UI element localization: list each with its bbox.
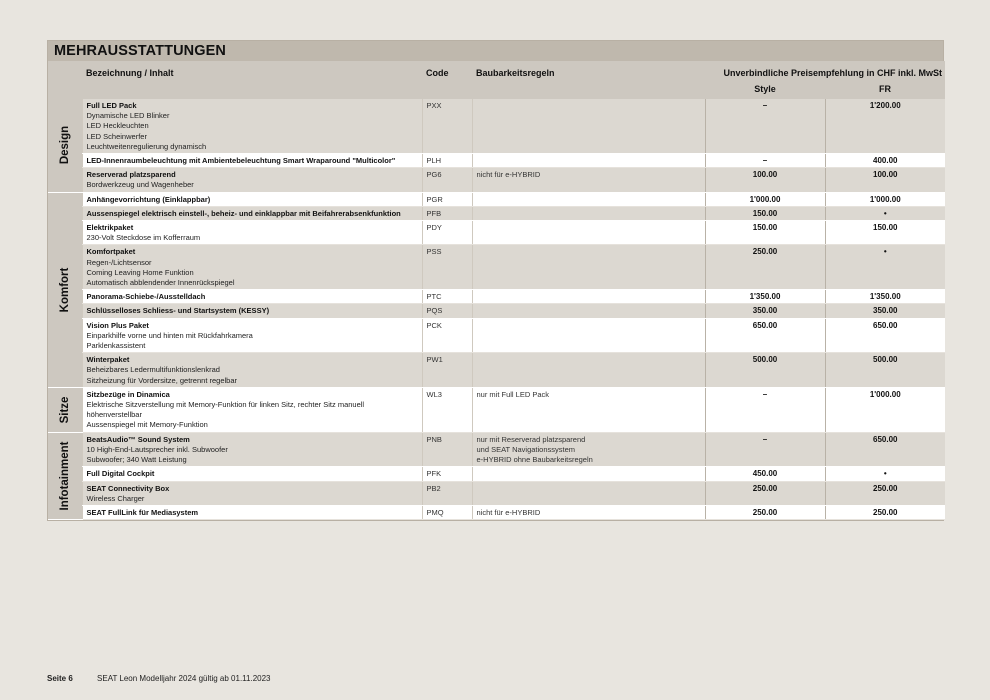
header-price: Unverbindliche Preisempfehlung in CHF inkl. MwSt: [705, 61, 945, 84]
table-row: [48, 245, 945, 290]
option-title: Aussenspiegel elektrisch einstell-, beheiz- und einklappbar mit Beifahrerabsenkfunktion: [86, 208, 401, 218]
price-style-cell: 1'000.00: [705, 192, 825, 206]
category-cell: [48, 99, 82, 192]
price-style-cell: 150.00: [705, 221, 825, 245]
category-label: Komfort: [58, 267, 71, 313]
rule-line: nicht für e-HYBRID: [476, 170, 541, 180]
rule-cell: [472, 221, 705, 245]
code-cell: PG6: [422, 168, 472, 192]
table-row: [48, 432, 945, 467]
category-cell: [48, 192, 82, 387]
rule-cell: [472, 304, 705, 318]
rule-cell: [472, 318, 705, 353]
option-title: BeatsAudio™ Sound System: [86, 434, 190, 444]
rule-cell: [472, 387, 705, 432]
rule-line: e-HYBRID ohne Baubarkeitsregeln: [476, 455, 593, 465]
code-cell: PW1: [422, 353, 472, 388]
table-row: [48, 192, 945, 206]
price-fr-cell: •: [825, 245, 945, 290]
option-title: Sitzbezüge in Dinamica: [86, 389, 170, 399]
rule-cell: [472, 168, 705, 192]
price-style-cell: –: [705, 432, 825, 467]
category-label: Infotainment: [58, 441, 71, 511]
code-cell: PXX: [422, 99, 472, 154]
code-cell: PB2: [422, 481, 472, 505]
price-style-cell: 350.00: [705, 304, 825, 318]
table-row: [48, 154, 945, 168]
price-fr-cell: 250.00: [825, 481, 945, 505]
code-cell: PFK: [422, 467, 472, 481]
code-cell: PCK: [422, 318, 472, 353]
price-fr-cell: 100.00: [825, 168, 945, 192]
price-fr-cell: •: [825, 206, 945, 220]
price-fr-cell: 650.00: [825, 432, 945, 467]
option-detail: Bordwerkzeug und Wagenheber: [86, 180, 194, 190]
rule-cell: [472, 99, 705, 154]
table-row: [48, 99, 945, 154]
option-detail: Wireless Charger: [86, 493, 145, 503]
code-cell: PMQ: [422, 505, 472, 519]
option-detail: Coming Leaving Home Funktion: [86, 267, 194, 277]
option-title: Anhängevorrichtung (Einklappbar): [86, 194, 211, 204]
rule-cell: [472, 432, 705, 467]
description-cell: [82, 304, 422, 318]
code-cell: PNB: [422, 432, 472, 467]
table-row: [48, 318, 945, 353]
table-row: [48, 481, 945, 505]
option-detail: Parklenkassistent: [86, 341, 146, 351]
price-style-cell: 250.00: [705, 481, 825, 505]
price-style-cell: 1'350.00: [705, 290, 825, 304]
price-style-cell: 500.00: [705, 353, 825, 388]
price-fr-cell: 150.00: [825, 221, 945, 245]
category-label: Design: [58, 126, 71, 165]
option-title: Full Digital Cockpit: [86, 469, 155, 479]
description-cell: [82, 192, 422, 206]
description-cell: [82, 432, 422, 467]
rule-line: und SEAT Navigationssystem: [476, 444, 576, 454]
rule-line: nur mit Full LED Pack: [476, 389, 550, 399]
option-detail: 230-Volt Steckdose im Kofferraum: [86, 233, 201, 243]
description-cell: [82, 387, 422, 432]
option-detail: Aussenspiegel mit Memory-Funktion: [86, 420, 208, 430]
code-cell: PTC: [422, 290, 472, 304]
price-style-cell: –: [705, 99, 825, 154]
description-cell: [82, 206, 422, 220]
description-cell: [82, 290, 422, 304]
table-row: [48, 505, 945, 519]
option-title: Komfortpaket: [86, 247, 136, 257]
option-title: SEAT Connectivity Box: [86, 483, 170, 493]
description-cell: [82, 154, 422, 168]
rule-cell: [472, 154, 705, 168]
rule-cell: [472, 481, 705, 505]
table-body: [48, 99, 945, 520]
price-fr-cell: •: [825, 467, 945, 481]
table-row: [48, 353, 945, 388]
description-cell: [82, 481, 422, 505]
header-style: Style: [705, 84, 825, 99]
code-cell: PFB: [422, 206, 472, 220]
price-style-cell: –: [705, 387, 825, 432]
header-code: Code: [422, 61, 472, 84]
category-cell: [48, 432, 82, 519]
option-detail: höhenverstellbar: [86, 410, 142, 420]
option-title: Vision Plus Paket: [86, 320, 149, 330]
header-category: [48, 61, 82, 84]
table-row: [48, 168, 945, 192]
price-fr-cell: 1'000.00: [825, 387, 945, 432]
option-title: Winterpaket: [86, 355, 130, 365]
rule-cell: [472, 206, 705, 220]
table-row: [48, 290, 945, 304]
rule-line: nur mit Reserverad platzsparend: [476, 434, 586, 444]
category-label: Sitze: [58, 396, 71, 424]
option-detail: Regen-/Lichtsensor: [86, 257, 152, 267]
option-detail: LED Scheinwerfer: [86, 131, 147, 141]
price-style-cell: 150.00: [705, 206, 825, 220]
code-cell: PSS: [422, 245, 472, 290]
code-cell: PLH: [422, 154, 472, 168]
price-fr-cell: 1'200.00: [825, 99, 945, 154]
price-fr-cell: 650.00: [825, 318, 945, 353]
rule-cell: [472, 245, 705, 290]
description-cell: [82, 353, 422, 388]
option-detail: Subwoofer; 340 Watt Leistung: [86, 455, 187, 465]
code-cell: WL3: [422, 387, 472, 432]
table-row: [48, 221, 945, 245]
option-detail: Einparkhilfe vorne und hinten mit Rückfahrkamera: [86, 330, 253, 340]
option-detail: LED Heckleuchten: [86, 121, 149, 131]
code-cell: PGR: [422, 192, 472, 206]
price-fr-cell: 250.00: [825, 505, 945, 519]
rule-cell: [472, 353, 705, 388]
section-title: MEHRAUSSTATTUNGEN: [48, 41, 943, 61]
rule-cell: [472, 290, 705, 304]
option-detail: Elektrische Sitzverstellung mit Memory-Funktion für linken Sitz, rechter Sitz manuell: [86, 400, 365, 410]
price-style-cell: 250.00: [705, 505, 825, 519]
option-title: Panorama-Schiebe-/Ausstelldach: [86, 292, 206, 302]
description-cell: [82, 221, 422, 245]
option-title: Reserverad platzsparend: [86, 170, 176, 180]
table-row: [48, 206, 945, 220]
price-style-cell: –: [705, 154, 825, 168]
option-detail: Automatisch abblendender Innenrückspiegel: [86, 278, 235, 288]
option-detail: Sitzheizung für Vordersitze, getrennt regelbar: [86, 375, 238, 385]
rule-cell: [472, 192, 705, 206]
header-description: Bezeichnung / Inhalt: [82, 61, 422, 84]
page-footer: [47, 674, 271, 683]
option-title: Schlüsselloses Schliess- und Startsystem (KESSY): [86, 306, 270, 316]
price-fr-cell: 400.00: [825, 154, 945, 168]
option-title: Elektrikpaket: [86, 223, 134, 233]
options-table: [48, 61, 945, 520]
price-fr-cell: 1'350.00: [825, 290, 945, 304]
table-row: [48, 467, 945, 481]
category-cell: [48, 387, 82, 432]
price-style-cell: 100.00: [705, 168, 825, 192]
price-fr-cell: 500.00: [825, 353, 945, 388]
option-detail: 10 High-End-Lautsprecher inkl. Subwoofer: [86, 444, 228, 454]
options-table-panel: [47, 40, 944, 521]
footer-text: SEAT Leon Modelljahr 2024 gültig ab 01.11.2023: [97, 674, 271, 683]
description-cell: [82, 318, 422, 353]
price-fr-cell: 350.00: [825, 304, 945, 318]
description-cell: [82, 467, 422, 481]
description-cell: [82, 245, 422, 290]
option-title: LED-Innenraumbeleuchtung mit Ambientebeleuchtung Smart Wraparound "Multicolor": [86, 156, 396, 166]
option-detail: Dynamische LED Blinker: [86, 111, 170, 121]
option-detail: Beheizbares Ledermultifunktionslenkrad: [86, 365, 220, 375]
page-number: Seite 6: [47, 674, 73, 683]
table-row: [48, 387, 945, 432]
price-style-cell: 650.00: [705, 318, 825, 353]
rule-line: nicht für e-HYBRID: [476, 507, 541, 517]
option-title: Full LED Pack: [86, 101, 137, 110]
description-cell: [82, 168, 422, 192]
code-cell: PDY: [422, 221, 472, 245]
rule-cell: [472, 505, 705, 519]
price-fr-cell: 1'000.00: [825, 192, 945, 206]
description-cell: [82, 99, 422, 154]
header-rules: Baubarkeitsregeln: [472, 61, 705, 84]
rule-cell: [472, 467, 705, 481]
code-cell: PQS: [422, 304, 472, 318]
description-cell: [82, 505, 422, 519]
table-row: [48, 304, 945, 318]
header-fr: FR: [825, 84, 945, 99]
option-title: SEAT FullLink für Mediasystem: [86, 507, 199, 517]
price-style-cell: 250.00: [705, 245, 825, 290]
price-style-cell: 450.00: [705, 467, 825, 481]
option-detail: Leuchtweitenregulierung dynamisch: [86, 141, 207, 151]
